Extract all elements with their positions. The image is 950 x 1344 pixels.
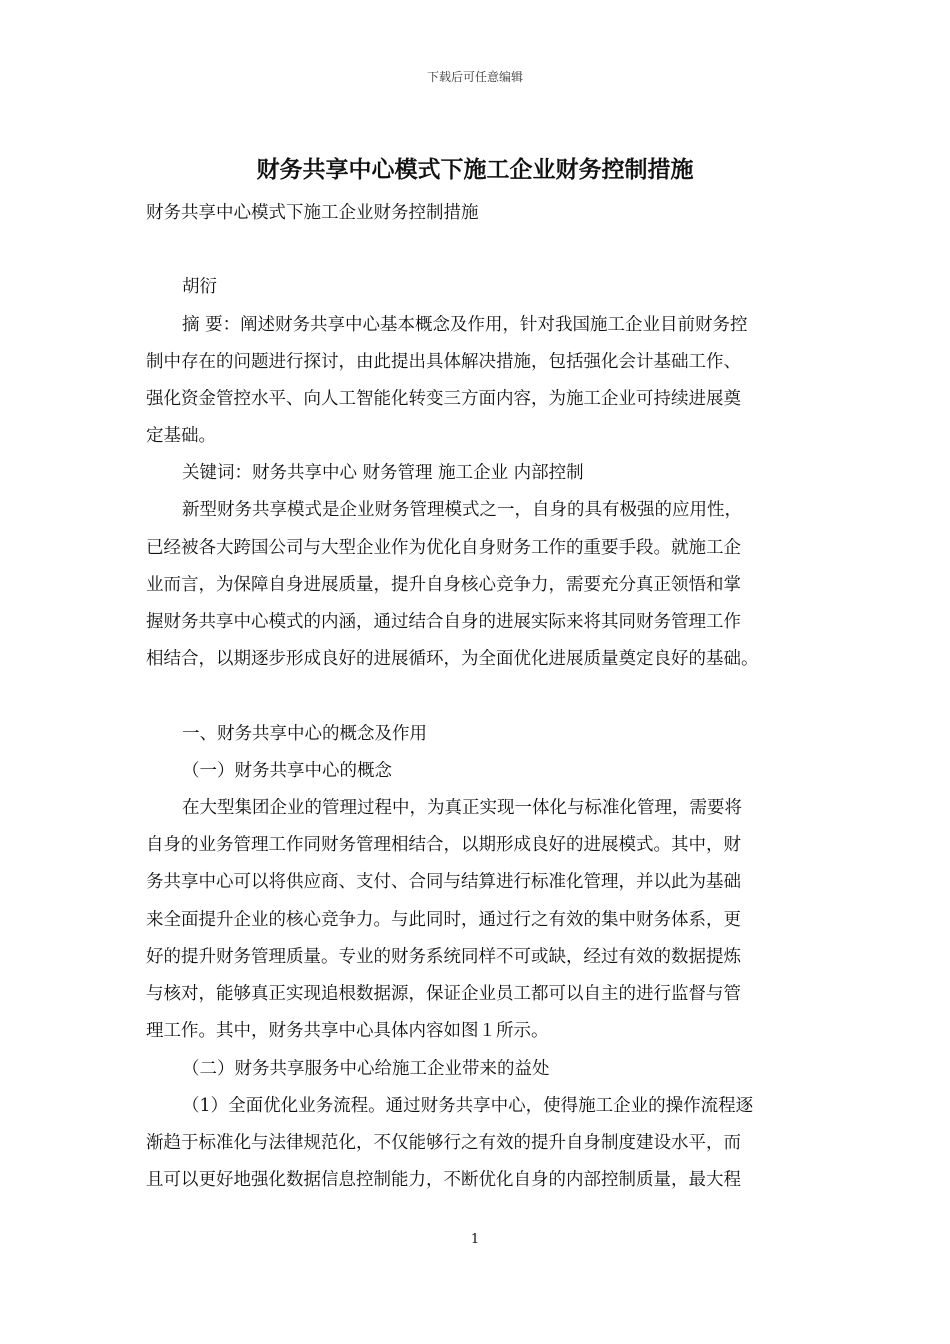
body-line: 务共享中心可以将供应商、支付、合同与结算进行标准化管理，并以此为基础 bbox=[146, 872, 741, 892]
subsection-heading: （一）财务共享中心的概念 bbox=[182, 761, 392, 781]
body-line: 与核对，能够真正实现追根数据源，保证企业员工都可以自主的进行监督与管 bbox=[146, 984, 741, 1004]
body-line: 好的提升财务管理质量。专业的财务系统同样不可或缺，经过有效的数据提炼 bbox=[146, 947, 741, 967]
body-line: 来全面提升企业的核心竞争力。与此同时，通过行之有效的集中财务体系，更 bbox=[146, 910, 741, 930]
page-number: 1 bbox=[470, 1232, 480, 1247]
body-line: 理工作。其中，财务共享中心具体内容如图１所示。 bbox=[146, 1021, 549, 1041]
intro-line: 业而言，为保障自身进展质量，提升自身核心竞争力，需要充分真正领悟和掌 bbox=[146, 575, 741, 595]
abstract-line: 摘 要：阐述财务共享中心基本概念及作用，针对我国施工企业目前财务控 bbox=[182, 315, 748, 335]
keywords: 关键词：财务共享中心 财务管理 施工企业 内部控制 bbox=[182, 463, 584, 483]
body-line: （1）全面优化业务流程。通过财务共享中心，使得施工企业的操作流程逐 bbox=[182, 1096, 754, 1116]
abstract-line: 强化资金管控水平、向人工智能化转变三方面内容，为施工企业可持续进展奠 bbox=[146, 389, 741, 409]
intro-line: 握财务共享中心模式的内涵，通过结合自身的进展实际来将其同财务管理工作 bbox=[146, 612, 741, 632]
intro-line: 已经被各大跨国公司与大型企业作为优化自身财务工作的重要手段。就施工企 bbox=[146, 538, 741, 558]
document-subtitle: 财务共享中心模式下施工企业财务控制措施 bbox=[146, 203, 479, 223]
intro-line: 相结合，以期逐步形成良好的进展循环，为全面优化进展质量奠定良好的基础。 bbox=[146, 649, 759, 669]
body-line: 自身的业务管理工作同财务管理相结合，以期形成良好的进展模式。其中，财 bbox=[146, 835, 741, 855]
body-line: 渐趋于标准化与法律规范化，不仅能够行之有效的提升自身制度建设水平，而 bbox=[146, 1133, 741, 1153]
abstract-line: 制中存在的问题进行探讨，由此提出具体解决措施，包括强化会计基础工作、 bbox=[146, 352, 741, 372]
section-heading: 一、财务共享中心的概念及作用 bbox=[182, 724, 427, 744]
intro-line: 新型财务共享模式是企业财务管理模式之一，自身的具有极强的应用性， bbox=[182, 500, 742, 520]
document-title: 财务共享中心模式下施工企业财务控制措施 bbox=[256, 156, 694, 183]
body-line: 在大型集团企业的管理过程中，为真正实现一体化与标准化管理，需要将 bbox=[182, 798, 742, 818]
subsection-heading: （二）财务共享服务中心给施工企业带来的益处 bbox=[182, 1059, 550, 1079]
author-name: 胡衍 bbox=[182, 277, 217, 297]
body-line: 且可以更好地强化数据信息控制能力，不断优化自身的内部控制质量，最大程 bbox=[146, 1170, 741, 1190]
page-header-note: 下载后可任意编辑 bbox=[426, 70, 523, 84]
abstract-line: 定基础。 bbox=[146, 426, 216, 446]
